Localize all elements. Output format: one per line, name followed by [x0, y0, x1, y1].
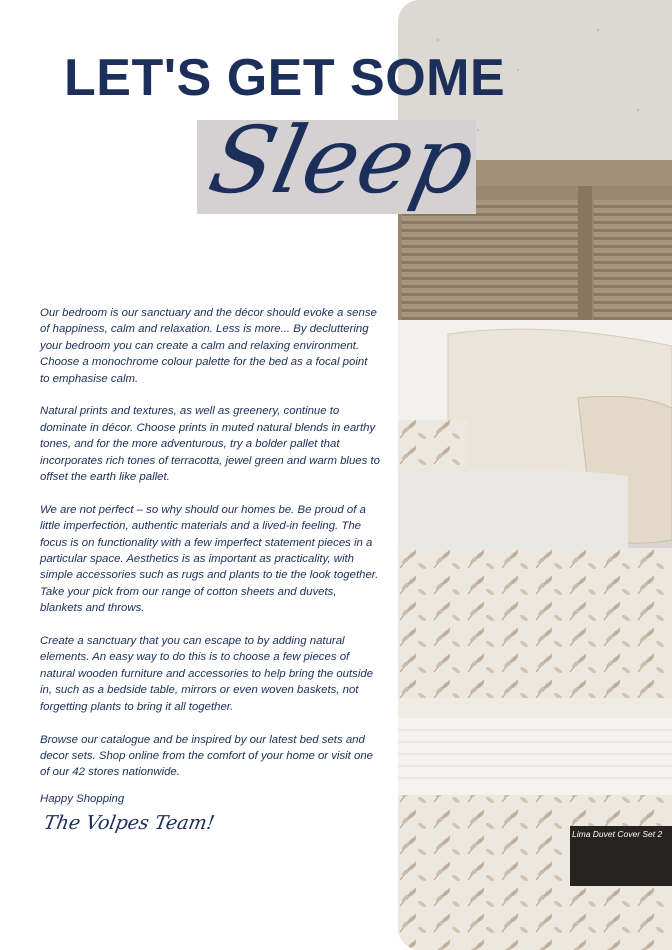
paragraph: We are not perfect – so why should our homes be. Be proud of a little imperfection, authentic materials and a lived-in feeling. The focus is on functionality with a few imperfect statement pieces in a particular space. Aesthetics is as important as practicality, with simple accessories such as rugs and plants to tie the look together. Take your pick from our range of cotton sheets and duvets, blankets and throws.: [40, 503, 379, 615]
paragraph: Create a sanctuary that you can escape to by adding natural elements. An easy way to do this is to choose a few pieces of natural wooden furniture and accessories to help bring the outside in, such as a bedside table, mirrors or even woven baskets, not forgetting plants to bring it all together.: [40, 635, 374, 713]
product-caption: Lima Duvet Cover Set 2: [570, 826, 672, 886]
signoff-signature: The Volpes Team!: [42, 812, 217, 834]
page-title: LET'S GET SOME: [64, 49, 506, 107]
script-word: Sleep: [200, 107, 484, 214]
paragraph: Browse our catalogue and be inspired by our latest bed sets and decor sets. Shop online from the comfort of your home or visit one of our 42 stores nationwide.: [40, 733, 374, 779]
signoff-greeting: Happy Shopping: [40, 793, 125, 805]
paragraph: Natural prints and textures, as well as greenery, continue to dominate in décor. Choose prints in muted natural blends in earthy tones, and for the more adventurous, try a bolder pallet that incorporates rich tones of terracotta, jewel green and warm blues to offset the earth like pallet.: [40, 405, 380, 484]
body-copy: [40, 305, 380, 797]
paragraph: Our bedroom is our sanctuary and the décor should evoke a sense of happiness, calm and relaxation. Less is more... By decluttering your bedroom you can create a calm and relaxing environment. Choose a monochrome colour palette for the bed as a focal point to emphasise calm.: [40, 307, 377, 385]
